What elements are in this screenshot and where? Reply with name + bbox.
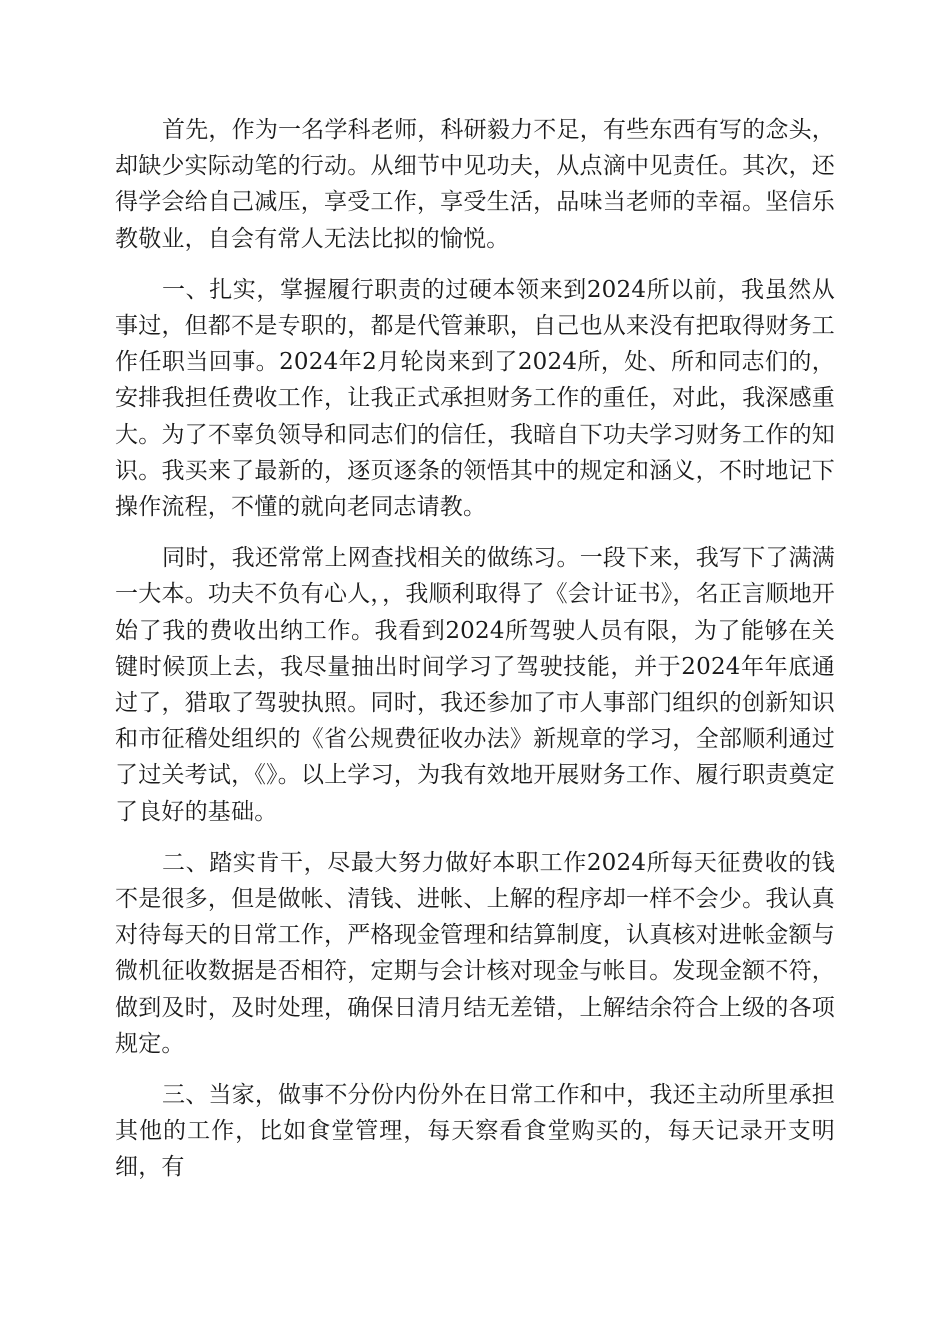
document-body [115, 112, 835, 1201]
paragraph-5: 三、当家，做事不分份内份外在日常工作和中，我还主动所里承担其他的工作，比如食堂管理，每天察看食堂购买的，每天记录开支明细，有 [115, 1082, 835, 1181]
paragraph-3: 同时，我还常常上网查找相关的做练习。一段下来，我写下了满满一大本。功夫不负有心人，，我顺利取得了《会计证书》，名正言顺地开始了我的费收出纳工作。我看到2024所驾驶人员有限，为了能够在关键时候顶上去，我尽量抽出时间学习了驾驶技能，并于2024年年底通过了，猎取了驾驶执照。同时，我还参加了市人事部门组织的创新知识和市征稽处组织的《省公规费征收办法》新规章的学习，全部顺利通过了过关考试，《》。以上学习，为我有效地开展财务工作、履行职责奠定了良好的基础。 [115, 545, 835, 825]
paragraph-2: 一、扎实，掌握履行职责的过硬本领来到2024所以前，我虽然从事过，但都不是专职的，都是代管兼职，自己也从来没有把取得财务工作任职当回事。2024年2月轮岗来到了2024所，处、所和同志们的，安排我担任费收工作，让我正式承担财务工作的重任，对此，我深感重大。为了不辜负领导和同志们的信任，我暗自下功夫学习财务工作的知识。我买来了最新的，逐页逐条的领悟其中的规定和涵义，不时地记下操作流程，不懂的就向老同志请教。 [115, 276, 835, 521]
paragraph-4: 二、踏实肯干，尽最大努力做好本职工作2024所每天征费收的钱不是很多，但是做帐、清钱、进帐、上解的程序却一样不会少。我认真对待每天的日常工作，严格现金管理和结算制度，认真核对进帐金额与微机征收数据是否相符，定期与会计核对现金与帐目。发现金额不符，做到及时，及时处理，确保日清月结无差错，上解结余符合上级的各项规定。 [115, 849, 835, 1057]
paragraph-1: 首先，作为一名学科老师，科研毅力不足，有些东西有写的念头，却缺少实际动笔的行动。从细节中见功夫，从点滴中见责任。其次，还得学会给自己减压，享受工作，享受生活，品味当老师的幸福。坚信乐教敬业，自会有常人无法比拟的愉悦。 [115, 117, 835, 252]
